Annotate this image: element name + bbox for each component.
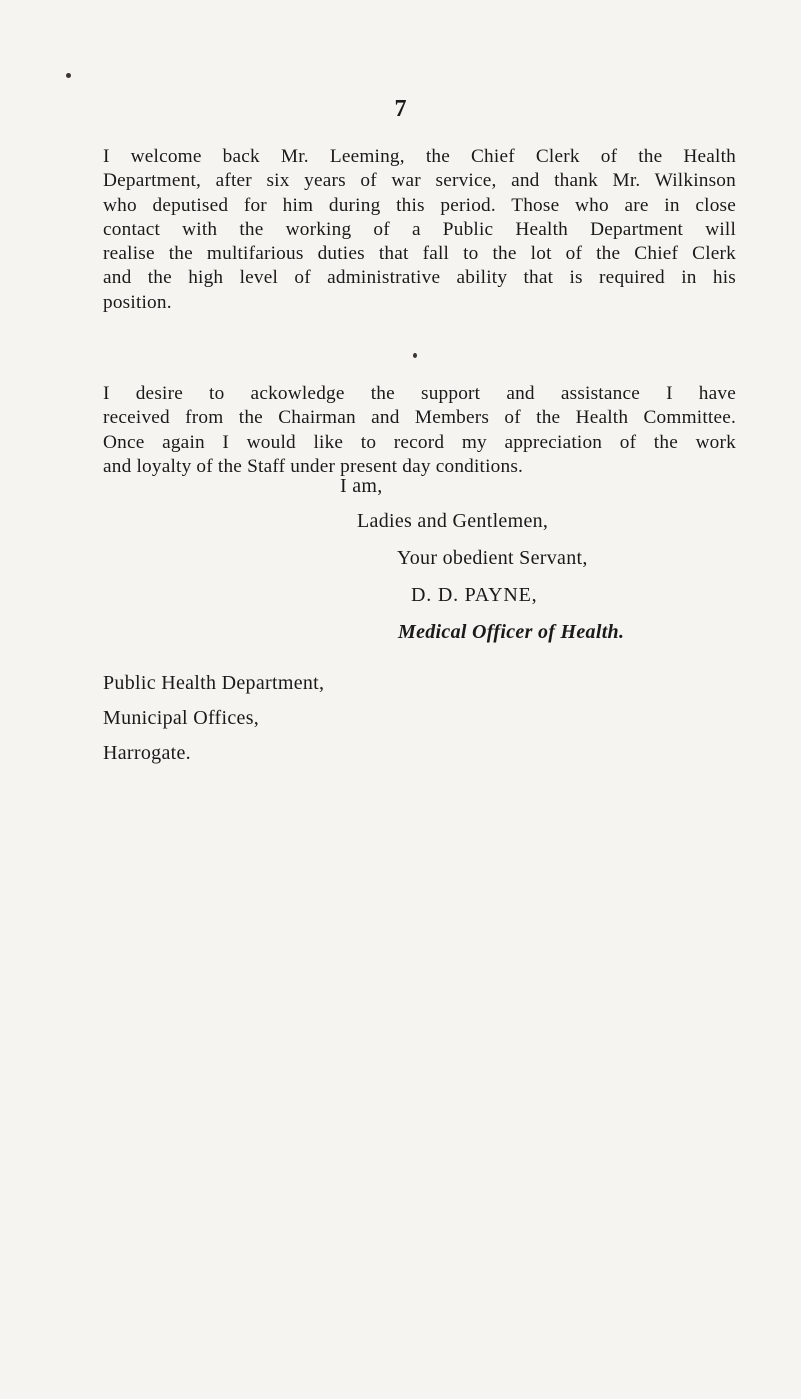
paragraph-line: Department, after six years of war service, and thank Mr. Wilkinson bbox=[103, 170, 736, 192]
paragraph-line: realise the multifarious duties that fall to the lot of the Chief Clerk bbox=[103, 243, 736, 265]
closing-servant: Your obedient Servant, bbox=[397, 547, 588, 569]
paragraph-line: Once again I would like to record my appreciation of the work bbox=[103, 431, 736, 453]
paragraph-line: and loyalty of the Staff under present day conditions. bbox=[103, 455, 524, 477]
ink-speck bbox=[66, 73, 71, 78]
paragraph-line: and the high level of administrative ability that is required in his bbox=[103, 267, 736, 289]
page-number: 7 bbox=[394, 96, 407, 122]
paragraph-line: received from the Chairman and Members of the Health Committee. bbox=[103, 407, 736, 429]
signatory-title: Medical Officer of Health. bbox=[398, 621, 625, 643]
address-line-offices: Municipal Offices, bbox=[103, 707, 260, 729]
paragraph-acknowledgement-committee bbox=[103, 382, 736, 479]
paragraph-line: contact with the working of a Public Health Department will bbox=[103, 218, 736, 240]
closing-salutation: Ladies and Gentlemen, bbox=[357, 510, 549, 532]
ink-speck bbox=[413, 353, 417, 358]
paragraph-acknowledgement-staff bbox=[103, 145, 736, 315]
address-line-town: Harrogate. bbox=[103, 742, 191, 764]
address-line-department: Public Health Department, bbox=[103, 672, 325, 694]
paragraph-line: position. bbox=[103, 291, 172, 313]
closing-i-am: I am, bbox=[340, 475, 383, 497]
paragraph-line: who deputised for him during this period. Those who are in close bbox=[103, 194, 736, 216]
paragraph-line: I welcome back Mr. Leeming, the Chief Clerk of the Health bbox=[103, 146, 736, 167]
paragraph-line: I desire to ackowledge the support and assistance I have bbox=[103, 383, 736, 404]
signatory-name: D. D. PAYNE, bbox=[411, 584, 538, 606]
